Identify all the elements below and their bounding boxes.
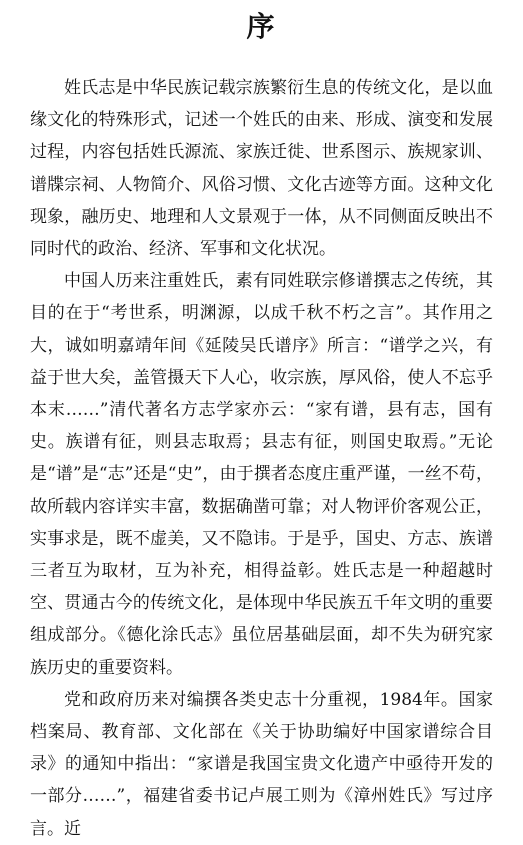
page-title: 序 bbox=[246, 10, 277, 43]
paragraph-2: 中国人历来注重姓氏，素有同姓联宗修谱撰志之传统，其目的在于“考世系，明渊源，以成千秋不朽之言”。其作用之大，诚如明嘉靖年间《延陵吴氏谱序》所言：“谱学之兴，有益于世大矣，盖管摄天下人心，收宗族，厚风俗，使人不忘乎本末……”清代著名方志学家亦云：“家有谱，县有志，国有史。族谱有征，则县志取焉；县志有征，则国史取焉。”无论是“谱”是“志”还是“史”，由于撰者态度庄重严谨，一丝不苟，故所载内容详实丰富，数据确凿可靠；对人物评价客观公正，实事求是，既不虚美，又不隐讳。于是乎，国史、方志、族谱三者互为取材，互为补充，相得益彰。姓氏志是一种超越时空、贯通古今的传统文化，是体现中华民族五千年文明的重要组成部分。《德化涂氏志》虽位居基础层面，却不失为研究家族历史的重要资料。 bbox=[30, 271, 493, 678]
paragraph-3: 党和政府历来对编撰各类史志十分重视，1984年。国家档案局、教育部、文化部在《关于协助编好中国家谱综合目录》的通知中指出：“家谱是我国宝贵文化遗产中亟待开发的一部分……”，福建省委书记卢展工则为《漳州姓氏》写过序言。近 bbox=[30, 689, 493, 839]
body-text bbox=[30, 72, 493, 845]
paragraph-1: 姓氏志是中华民族记载宗族繁衍生息的传统文化，是以血缘文化的特殊形式，记述一个姓氏的由来、形成、演变和发展过程，内容包括姓氏源流、家族迁徙、世系图示、族规家训、谱牒宗祠、人物简介、风俗习惯、文化古迹等方面。这种文化现象，融历史、地理和人文景观于一体，从不同侧面反映出不同时代的政治、经济、军事和文化状况。 bbox=[30, 78, 493, 260]
